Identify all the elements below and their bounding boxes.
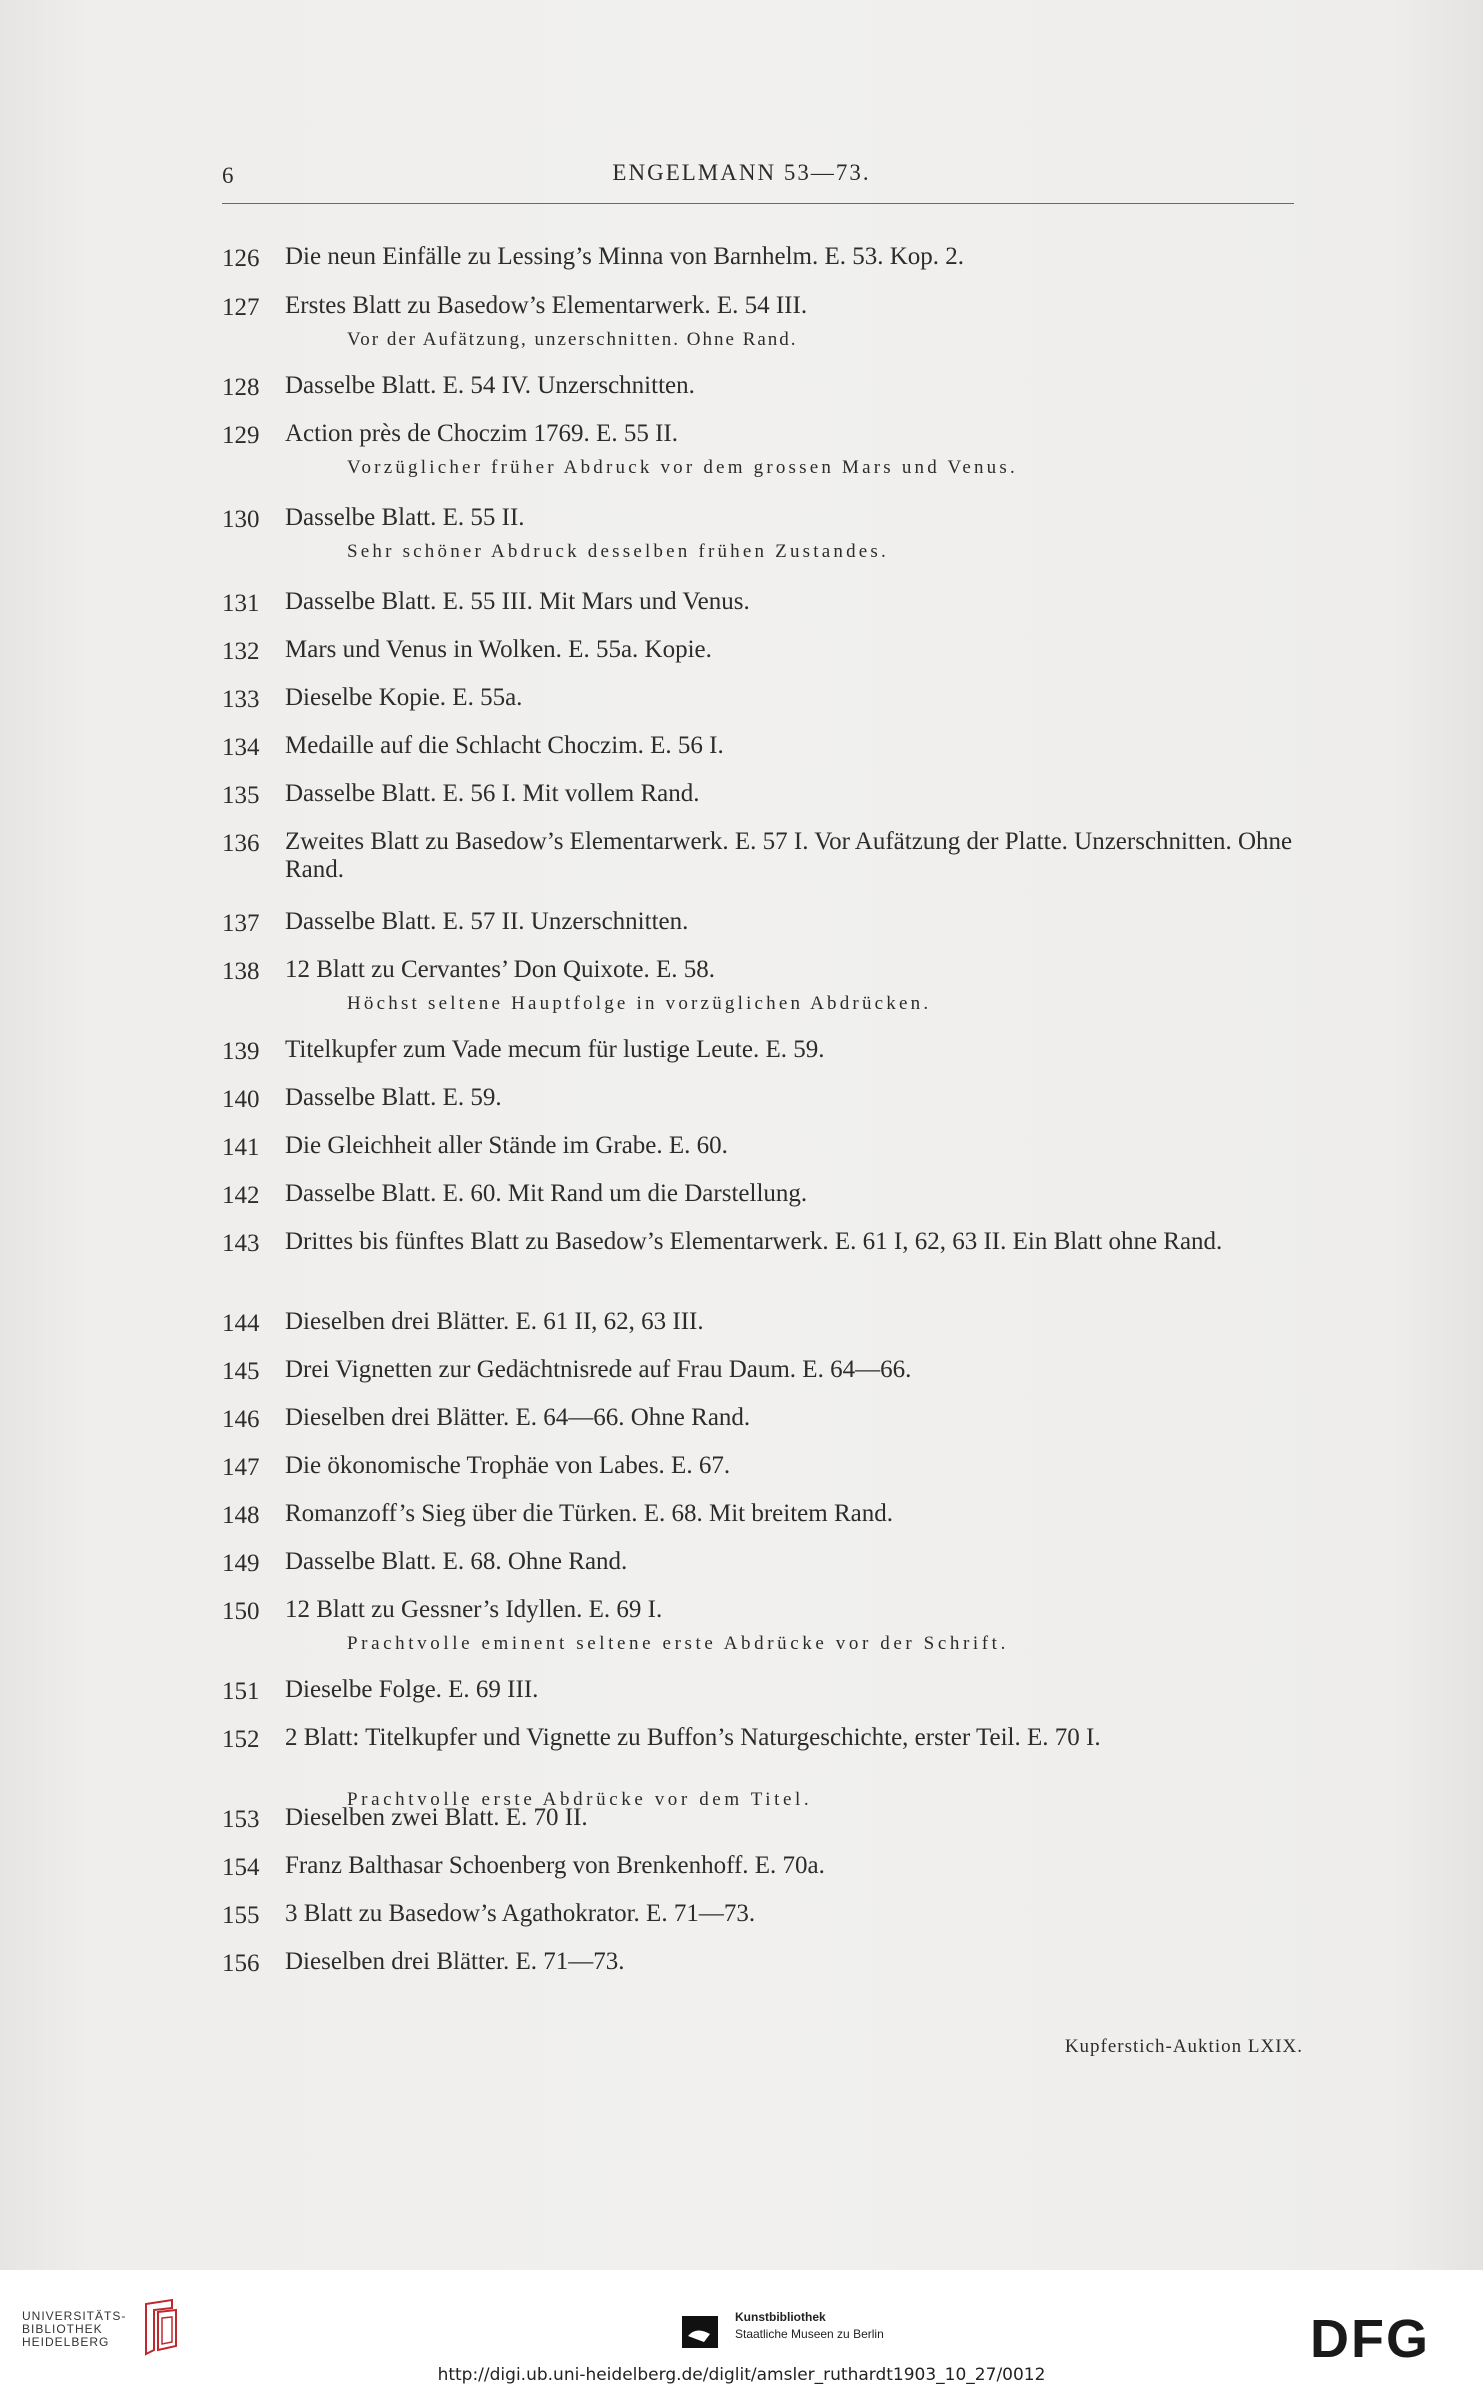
lot-number: 126 — [222, 245, 260, 272]
ub-heidelberg-logo-icon — [138, 2298, 180, 2356]
lot-note: Prachtvolle erste Abdrücke vor dem Titel. — [347, 1789, 813, 1810]
lot-number: 148 — [222, 1502, 260, 1529]
lot-number: 150 — [222, 1598, 260, 1625]
lot-description: 3 Blatt zu Basedow’s Agathokrator. E. 71—73. — [285, 1900, 756, 1927]
lot-number: 141 — [222, 1134, 260, 1161]
lot-number: 134 — [222, 734, 260, 761]
lot-number: 154 — [222, 1854, 260, 1881]
ub-label-line: UNIVERSITÄTS- — [22, 2309, 127, 2323]
lot-note: Sehr schöner Abdruck desselben frühen Zustandes. — [347, 541, 889, 562]
lot-number: 127 — [222, 294, 260, 321]
lot-description: Erstes Blatt zu Basedow’s Elementarwerk. E. 54 III. — [285, 292, 808, 319]
lot-description: 12 Blatt zu Cervantes’ Don Quixote. E. 58. — [285, 956, 716, 983]
lot-number: 139 — [222, 1038, 260, 1065]
lot-description: Dieselben drei Blätter. E. 61 II, 62, 63 III. — [285, 1308, 704, 1335]
lot-number: 135 — [222, 782, 260, 809]
lot-number: 152 — [222, 1726, 260, 1753]
lot-number: 130 — [222, 506, 260, 533]
ub-label-line: BIBLIOTHEK — [22, 2322, 103, 2336]
lot-description: Zweites Blatt zu Basedow’s Elementarwerk. E. 57 I. Vor Aufätzung der Platte. Unzerschnitten. Ohne Rand. — [285, 828, 1293, 883]
lot-description: Dieselben drei Blätter. E. 64—66. Ohne Rand. — [285, 1404, 751, 1431]
lot-description: Dasselbe Blatt. E. 55 III. Mit Mars und Venus. — [285, 588, 750, 615]
lot-description: Die neun Einfälle zu Lessing’s Minna von Barnhelm. E. 53. Kop. 2. — [285, 243, 965, 270]
lot-description: Dieselben drei Blätter. E. 71—73. — [285, 1948, 625, 1975]
lot-number: 146 — [222, 1406, 260, 1433]
kunstbibliothek-logo-icon — [680, 2314, 720, 2350]
signature-line: Kupferstich-Auktion LXIX. — [1064, 2036, 1303, 2057]
lot-description: 2 Blatt: Titelkupfer und Vignette zu Buffon’s Naturgeschichte, erster Teil. E. 70 I. — [285, 1724, 1101, 1751]
kunstbibliothek-label — [735, 2309, 884, 2343]
lot-description: Dasselbe Blatt. E. 57 II. Unzerschnitten. — [285, 908, 689, 935]
lot-number: 137 — [222, 910, 260, 937]
ub-label-line: HEIDELBERG — [22, 2335, 110, 2349]
lot-description: Romanzoff’s Sieg über die Türken. E. 68. Mit breitem Rand. — [285, 1500, 893, 1527]
lot-number: 144 — [222, 1310, 260, 1337]
lot-description: Dieselbe Kopie. E. 55a. — [285, 684, 523, 711]
lot-number: 138 — [222, 958, 260, 985]
lot-number: 153 — [222, 1806, 260, 1833]
lot-description: Dasselbe Blatt. E. 55 II. — [285, 504, 525, 531]
lot-number: 145 — [222, 1358, 260, 1385]
kb-title: Kunstbibliothek — [735, 2310, 826, 2324]
lot-number: 143 — [222, 1230, 260, 1257]
kb-subtitle: Staatliche Museen zu Berlin — [735, 2327, 884, 2341]
lot-number: 132 — [222, 638, 260, 665]
lot-description: Medaille auf die Schlacht Choczim. E. 56 I. — [285, 732, 724, 759]
lot-number: 156 — [222, 1950, 260, 1977]
lot-description: Drei Vignetten zur Gedächtnisrede auf Frau Daum. E. 64—66. — [285, 1356, 912, 1383]
lot-number: 136 — [222, 830, 260, 857]
lot-number: 151 — [222, 1678, 260, 1705]
lot-note: Höchst seltene Hauptfolge in vorzüglichen Abdrücken. — [347, 993, 932, 1014]
running-header-title: ENGELMANN 53—73. — [612, 160, 871, 185]
ub-heidelberg-label — [22, 2310, 126, 2349]
lot-description: Mars und Venus in Wolken. E. 55a. Kopie. — [285, 636, 712, 663]
lot-description: 12 Blatt zu Gessner’s Idyllen. E. 69 I. — [285, 1596, 663, 1623]
lot-description: Dasselbe Blatt. E. 60. Mit Rand um die Darstellung. — [285, 1180, 808, 1207]
lot-number: 142 — [222, 1182, 260, 1209]
lot-description: Dasselbe Blatt. E. 56 I. Mit vollem Rand. — [285, 780, 700, 807]
lot-description: Dasselbe Blatt. E. 59. — [285, 1084, 502, 1111]
lot-number: 140 — [222, 1086, 260, 1113]
lot-description: Dasselbe Blatt. E. 54 IV. Unzerschnitten. — [285, 372, 695, 399]
lot-description: Die ökonomische Trophäe von Labes. E. 67. — [285, 1452, 731, 1479]
lot-description: Drittes bis fünftes Blatt zu Basedow’s Elementarwerk. E. 61 I, 62, 63 II. Ein Blatt ohne Rand. — [285, 1228, 1223, 1255]
dfg-logo: DFG — [1310, 2309, 1430, 2369]
lot-description: Dieselben zwei Blatt. E. 70 II. — [285, 1804, 588, 1831]
lot-description: Die Gleichheit aller Stände im Grabe. E. 60. — [285, 1132, 728, 1159]
lot-description: Dieselbe Folge. E. 69 III. — [285, 1676, 539, 1703]
lot-number: 129 — [222, 422, 260, 449]
lot-note: Vor der Aufätzung, unzerschnitten. Ohne Rand. — [347, 329, 798, 350]
lot-number: 133 — [222, 686, 260, 713]
lot-number: 128 — [222, 374, 260, 401]
lot-number: 149 — [222, 1550, 260, 1577]
lot-note: Vorzüglicher früher Abdruck vor dem grossen Mars und Venus. — [347, 457, 1018, 478]
lot-number: 147 — [222, 1454, 260, 1481]
lot-number: 155 — [222, 1902, 260, 1929]
lot-description: Action près de Choczim 1769. E. 55 II. — [285, 420, 678, 447]
lot-description: Dasselbe Blatt. E. 68. Ohne Rand. — [285, 1548, 628, 1575]
lot-number: 131 — [222, 590, 260, 617]
lot-description: Franz Balthasar Schoenberg von Brenkenhoff. E. 70a. — [285, 1852, 825, 1879]
lot-description: Titelkupfer zum Vade mecum für lustige Leute. E. 59. — [285, 1036, 825, 1063]
permalink-url[interactable]: http://digi.ub.uni-heidelberg.de/diglit/amsler_ruthardt1903_10_27/0012 — [437, 2365, 1046, 2385]
page-number: 6 — [222, 163, 234, 188]
lot-note: Prachtvolle eminent seltene erste Abdrücke vor der Schrift. — [347, 1633, 1009, 1654]
